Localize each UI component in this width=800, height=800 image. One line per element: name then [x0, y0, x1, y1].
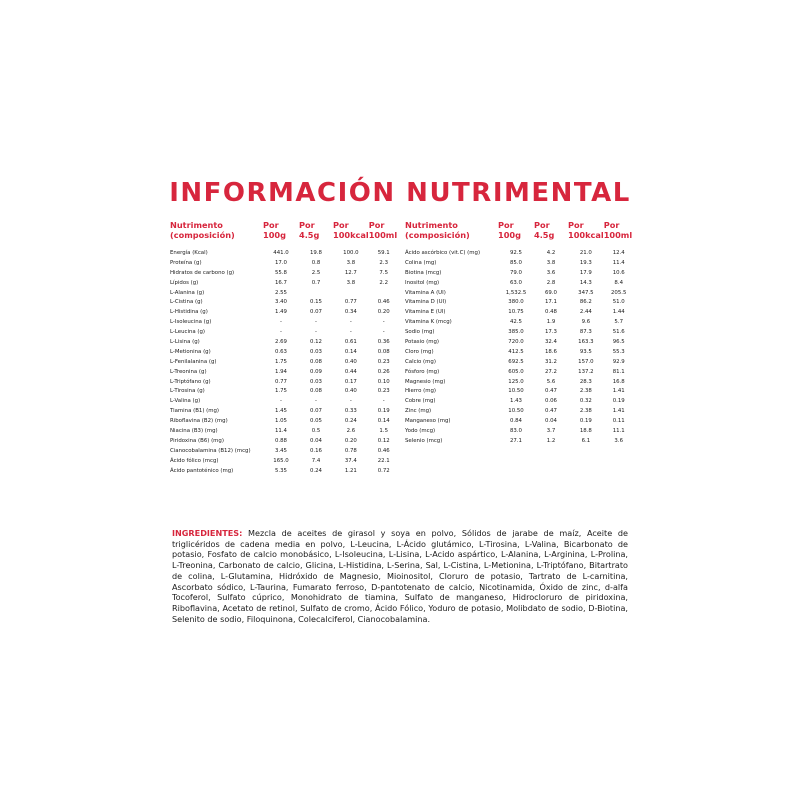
nutrient-value-cell: 0.07 — [309, 408, 322, 415]
table-row — [170, 377, 399, 387]
table-row — [405, 278, 634, 288]
nutrient-value-cell: 79.0 — [509, 269, 522, 276]
nutrient-value-cell: 11.1 — [612, 427, 625, 434]
nutrient-value-cell: 12.4 — [612, 249, 625, 256]
nutrient-name-cell: L-Tirosina (g) — [170, 388, 205, 395]
nutrient-value-cell: 2.69 — [274, 338, 287, 345]
nutrient-value-cell — [369, 288, 399, 298]
nutrient-value-cell: 3.45 — [274, 447, 287, 454]
header-per-100kcal: Por 100kcal — [333, 220, 369, 240]
nutrient-name-cell: Hierro (mg) — [405, 388, 436, 395]
nutrient-name-cell: Ácido fólico (mcg) — [170, 457, 219, 464]
nutrient-value-cell: 2.3 — [379, 259, 388, 266]
nutrient-value-cell: 720.0 — [508, 338, 524, 345]
header-per-100g: Por 100g — [263, 220, 286, 240]
nutrient-value-cell: 0.32 — [579, 398, 592, 405]
nutrient-name-cell: L-Isoleucina (g) — [170, 319, 212, 326]
nutrient-value-cell: 0.84 — [509, 418, 522, 425]
nutrient-value-cell: 18.8 — [579, 427, 592, 434]
nutrient-value-cell: 2.8 — [546, 279, 556, 286]
nutrient-value-cell: 37.4 — [344, 457, 357, 464]
nutrient-value-cell: 385.0 — [508, 329, 524, 336]
nutrient-value-cell: 0.12 — [309, 338, 322, 345]
nutrient-name-cell: Vitamina K (mcg) — [405, 319, 452, 326]
nutrient-value-cell: 3.8 — [346, 259, 356, 266]
nutrient-value-cell: 85.0 — [509, 259, 522, 266]
nutrient-value-cell: 59.1 — [377, 249, 390, 256]
header-nutrient: Nutrimento (composición) — [170, 220, 235, 240]
nutrient-value-cell: 2.6 — [346, 427, 356, 434]
nutrient-value-cell: - — [382, 319, 385, 326]
nutrient-value-cell: 0.8 — [311, 259, 321, 266]
nutrient-value-cell: 1.41 — [612, 408, 625, 415]
table-row — [405, 317, 634, 327]
nutrient-value-cell: 0.40 — [344, 358, 357, 365]
header-per-100ml: Por 100ml — [368, 220, 398, 240]
nutrient-value-cell: 0.15 — [309, 299, 322, 306]
nutrient-value-cell: 3.6 — [546, 269, 556, 276]
table-row — [170, 258, 399, 268]
nutrient-value-cell: 19.8 — [309, 249, 322, 256]
nutrient-value-cell: 0.24 — [309, 467, 322, 474]
nutrient-value-cell: 4.2 — [546, 249, 556, 256]
nutrient-name-cell: Potasio (mg) — [405, 338, 439, 345]
nutrient-value-cell: 0.20 — [377, 309, 390, 316]
nutrient-value-cell: - — [280, 319, 282, 326]
table-row — [405, 347, 634, 357]
nutrition-table-left — [170, 220, 399, 475]
header-per-4-5g: Por 4.5g — [299, 220, 320, 240]
table-row — [405, 297, 634, 307]
nutrition-table-right — [405, 220, 634, 446]
nutrient-value-cell: 0.23 — [377, 388, 390, 395]
nutrient-name-cell: Ácido ascórbico (vit.C) (mg) — [405, 249, 481, 256]
nutrient-value-cell: 0.77 — [274, 378, 287, 385]
nutrient-value-cell: 0.5 — [311, 427, 321, 434]
nutrient-value-cell: 18.6 — [544, 348, 557, 355]
table-row — [170, 268, 399, 278]
nutrient-value-cell: 16.7 — [274, 279, 287, 286]
nutrient-value-cell: 0.63 — [274, 348, 287, 355]
table-row — [405, 416, 634, 426]
table-row — [170, 297, 399, 307]
nutrient-value-cell: 27.1 — [509, 437, 522, 444]
nutrient-name-cell: Energía (Kcal) — [170, 249, 208, 256]
nutrient-value-cell: 1.9 — [546, 319, 556, 326]
nutrient-value-cell: 0.19 — [612, 398, 625, 405]
nutrient-name-cell: Sodio (mg) — [405, 329, 435, 336]
nutrient-value-cell: 441.0 — [273, 249, 289, 256]
nutrient-value-cell: 0.11 — [612, 418, 625, 425]
nutrient-value-cell: 19.3 — [579, 259, 592, 266]
nutrient-value-cell: 1,532.5 — [505, 289, 527, 296]
nutrient-name-cell: L-Valina (g) — [170, 398, 201, 405]
nutrient-value-cell: 0.04 — [309, 437, 322, 444]
table-row — [405, 436, 634, 446]
table-header-row — [170, 220, 399, 248]
nutrient-name-cell: Vitamina E (UI) — [405, 309, 446, 316]
header-per-100g: Por 100g — [498, 220, 521, 240]
table-row — [170, 327, 399, 337]
table-row — [405, 327, 634, 337]
nutrient-value-cell: 51.0 — [612, 299, 625, 306]
nutrient-value-cell: 0.07 — [309, 309, 322, 316]
nutrient-value-cell: 27.2 — [544, 368, 557, 375]
table-row — [170, 446, 399, 456]
nutrient-value-cell: 96.5 — [612, 338, 625, 345]
nutrient-value-cell: 347.5 — [578, 289, 594, 296]
nutrient-value-cell: 0.72 — [377, 467, 390, 474]
nutrient-name-cell: Selenio (mcg) — [405, 437, 443, 444]
nutrient-value-cell: 0.88 — [274, 437, 287, 444]
table-row — [405, 337, 634, 347]
nutrient-value-cell: 2.55 — [274, 289, 287, 296]
nutrient-value-cell: 1.94 — [274, 368, 287, 375]
table-row — [170, 347, 399, 357]
nutrient-value-cell: 31.2 — [544, 358, 557, 365]
nutrient-value-cell: 157.0 — [578, 358, 594, 365]
nutrient-value-cell: 51.6 — [612, 329, 625, 336]
nutrient-value-cell: 0.05 — [309, 418, 322, 425]
table-row — [170, 357, 399, 367]
nutrient-value-cell: 10.50 — [508, 408, 524, 415]
table-row — [170, 386, 399, 396]
nutrient-value-cell: 1.44 — [612, 309, 625, 316]
nutrient-value-cell: 0.47 — [544, 388, 557, 395]
nutrient-name-cell: Cloro (mg) — [405, 348, 434, 355]
nutrient-value-cell: - — [382, 329, 385, 336]
table-row — [405, 386, 634, 396]
nutrient-value-cell: 0.14 — [344, 348, 357, 355]
nutrient-value-cell: 81.1 — [612, 368, 625, 375]
nutrient-value-cell: - — [280, 398, 282, 405]
table-body-right — [405, 248, 634, 446]
nutrient-name-cell: L-Treonina (g) — [170, 368, 207, 375]
nutrient-value-cell: 1.05 — [274, 418, 287, 425]
nutrient-value-cell: 0.04 — [544, 418, 557, 425]
nutrient-value-cell: 205.5 — [611, 289, 627, 296]
table-row — [405, 426, 634, 436]
nutrient-value-cell: 1.2 — [546, 437, 556, 444]
nutrient-name-cell: Calcio (mg) — [405, 358, 436, 365]
nutrient-name-cell: L-Histidina (g) — [170, 309, 208, 316]
nutrient-value-cell: 1.41 — [612, 388, 625, 395]
nutrient-value-cell: 12.7 — [344, 269, 357, 276]
nutrient-value-cell: - — [280, 329, 282, 336]
table-row — [170, 248, 399, 258]
nutrient-value-cell: 1.75 — [274, 358, 287, 365]
nutrient-value-cell — [333, 288, 369, 298]
nutrient-value-cell: 5.6 — [546, 378, 556, 385]
nutrient-value-cell: 0.10 — [377, 378, 390, 385]
nutrient-value-cell: 0.77 — [344, 299, 357, 306]
nutrient-name-cell: L-Alanina (g) — [170, 289, 205, 296]
header-per-100kcal: Por 100kcal — [568, 220, 604, 240]
nutrient-name-cell: L-Metionina (g) — [170, 348, 211, 355]
nutrient-name-cell: Vitamina D (UI) — [405, 299, 447, 306]
nutrient-value-cell: 0.47 — [544, 408, 557, 415]
table-row — [170, 288, 399, 298]
nutrient-value-cell: 93.5 — [579, 348, 592, 355]
nutrient-value-cell: 10.50 — [508, 388, 524, 395]
table-row — [170, 416, 399, 426]
nutrient-value-cell: 0.19 — [377, 408, 390, 415]
nutrient-value-cell: 1.5 — [379, 427, 388, 434]
nutrient-value-cell: 63.0 — [509, 279, 522, 286]
nutrient-value-cell: 137.2 — [578, 368, 594, 375]
nutrient-value-cell: 2.2 — [379, 279, 388, 286]
nutrient-value-cell: 0.44 — [344, 368, 357, 375]
nutrient-value-cell: 605.0 — [508, 368, 524, 375]
nutrient-name-cell: Lípidos (g) — [170, 279, 199, 286]
table-row — [170, 337, 399, 347]
nutrient-value-cell: 2.44 — [579, 309, 592, 316]
nutrient-value-cell — [299, 288, 333, 298]
nutrient-value-cell: - — [349, 398, 352, 405]
table-row — [405, 367, 634, 377]
nutrient-name-cell: Cobre (mg) — [405, 398, 436, 405]
nutrient-value-cell: 14.3 — [579, 279, 592, 286]
nutrient-value-cell: 92.5 — [509, 249, 522, 256]
table-row — [405, 307, 634, 317]
nutrient-name-cell: Proteína (g) — [170, 259, 202, 266]
nutrient-value-cell: 1.43 — [509, 398, 522, 405]
nutrient-value-cell: 6.1 — [581, 437, 591, 444]
table-row — [170, 307, 399, 317]
table-row — [405, 396, 634, 406]
nutrient-value-cell: 0.34 — [344, 309, 357, 316]
nutrient-value-cell: 17.1 — [544, 299, 557, 306]
table-row — [170, 367, 399, 377]
nutrient-name-cell: Niacina (B3) (mg) — [170, 427, 218, 434]
nutrient-value-cell: 11.4 — [274, 427, 287, 434]
table-row — [170, 406, 399, 416]
nutrient-value-cell: 0.78 — [344, 447, 357, 454]
nutrient-value-cell: 0.03 — [309, 378, 322, 385]
table-row — [405, 357, 634, 367]
nutrient-name-cell: Ácido pantoténico (mg) — [170, 467, 234, 474]
nutrient-value-cell: 3.7 — [546, 427, 556, 434]
nutrient-value-cell: 0.16 — [309, 447, 322, 454]
nutrient-value-cell: 0.23 — [377, 358, 390, 365]
table-row — [170, 396, 399, 406]
ingredients-label: INGREDIENTES: — [172, 528, 243, 538]
nutrient-value-cell: 1.21 — [344, 467, 357, 474]
nutrient-value-cell: 2.38 — [579, 408, 592, 415]
nutrient-value-cell: 5.7 — [614, 319, 623, 326]
nutrient-value-cell: 0.08 — [377, 348, 390, 355]
nutrient-value-cell: 17.9 — [579, 269, 592, 276]
nutrient-value-cell: 55.8 — [274, 269, 287, 276]
nutrient-value-cell: 86.2 — [579, 299, 592, 306]
nutrient-value-cell: 0.12 — [377, 437, 390, 444]
nutrient-value-cell: 1.45 — [274, 408, 287, 415]
nutrient-value-cell: 55.3 — [612, 348, 625, 355]
nutrient-name-cell: Hidratos de carbono (g) — [170, 269, 235, 276]
nutrient-name-cell: L-Triptófano (g) — [170, 378, 211, 385]
nutrient-value-cell: 22.1 — [377, 457, 390, 464]
nutrient-value-cell: 412.5 — [508, 348, 524, 355]
nutrient-value-cell: 16.8 — [612, 378, 625, 385]
nutrient-value-cell: 0.20 — [344, 437, 357, 444]
table-row — [170, 436, 399, 446]
nutrient-value-cell: 0.24 — [344, 418, 357, 425]
nutrient-value-cell: 83.0 — [509, 427, 522, 434]
nutrient-value-cell: - — [349, 319, 352, 326]
ingredients-text: Mezcla de aceites de girasol y soya en polvo, Sólidos de jarabe de maíz, Aceite de triglicéridos de cadena media en polvo, L-Leucina, L-Ácido glutámico, L-Tirosina, L-Valina, Bicarbonato de potasio, Fosfato de calcio monobásico, L-Isoleucina, L-Lisina, L-Acido aspártico, L-Alanina, L-Arginina, L-Prolina, L-Treonina, Carbonato de calcio, Glicina, L-Histidina, L-Serina, Sal, L-Cistina, L-Metionina, L-Triptófano, Bitartrato de colina, L-Glutamina, Hidróxido de Magnesio, Mioinositol, Cloruro de potasio, Tartrato de L-carnitina, Ascorbato sódico, L-Taurina, Fumarato ferroso, D-pantotenato de calcio, Nicotinamida, Óxido de zinc, d-alfa Tocoferol, Sulfato cúprico, Monohidrato de tiamina, Sulfato de manganeso, Hidrocloruro de piridoxina, Riboflavina, Acetato de retinol, Sulfato de cromo, Ácido Fólico, Yoduro de potasio, Molibdato de sodio, D-Biotina, Selenito de sodio, Filoquinona, Colecalciferol, Cianocobalamina. — [172, 528, 628, 624]
nutrient-value-cell: 42.5 — [509, 319, 522, 326]
nutrient-name-cell: Vitamina A (UI) — [405, 289, 446, 296]
nutrient-name-cell: Yodo (mcg) — [405, 427, 436, 434]
nutrient-value-cell: 2.5 — [311, 269, 321, 276]
nutrient-value-cell: 125.0 — [508, 378, 524, 385]
nutrient-value-cell: 0.03 — [309, 348, 322, 355]
nutrient-name-cell: Magnesio (mg) — [405, 378, 446, 385]
header-per-4-5g: Por 4.5g — [534, 220, 555, 240]
nutrient-name-cell: Cianocobalamina (B12) (mcg) — [170, 447, 251, 454]
nutrient-name-cell: Tiamina (B1) (mg) — [170, 408, 220, 415]
nutrient-value-cell: 0.46 — [377, 299, 390, 306]
table-row — [170, 317, 399, 327]
nutrient-value-cell: 0.48 — [544, 309, 557, 316]
header-nutrient: Nutrimento (composición) — [405, 220, 470, 240]
table-row — [405, 288, 634, 298]
nutrient-value-cell: 0.46 — [377, 447, 390, 454]
table-header-row — [405, 220, 634, 248]
nutrient-value-cell: 7.4 — [311, 457, 321, 464]
table-row — [405, 258, 634, 268]
table-row — [170, 426, 399, 436]
nutrient-value-cell: 0.06 — [544, 398, 557, 405]
nutrient-value-cell: 3.40 — [274, 299, 287, 306]
page-title: INFORMACIÓN NUTRIMENTAL — [169, 178, 631, 208]
nutrient-value-cell: 0.08 — [309, 358, 322, 365]
nutrient-value-cell: 3.8 — [346, 279, 356, 286]
table-row — [170, 456, 399, 466]
nutrient-value-cell: 0.40 — [344, 388, 357, 395]
nutrient-value-cell: 165.0 — [273, 457, 289, 464]
nutrient-value-cell: 21.0 — [579, 249, 592, 256]
nutrient-value-cell: 0.17 — [344, 378, 357, 385]
table-row — [170, 466, 399, 476]
nutrient-name-cell: L-Cistina (g) — [170, 299, 203, 306]
nutrient-value-cell: 17.3 — [544, 329, 557, 336]
nutrient-value-cell: 0.26 — [377, 368, 390, 375]
nutrient-value-cell: 32.4 — [544, 338, 557, 345]
nutrient-name-cell: Piridoxina (B6) (mg) — [170, 437, 224, 444]
nutrient-value-cell: 7.5 — [379, 269, 388, 276]
nutrient-value-cell: 100.0 — [343, 249, 359, 256]
nutrient-name-cell: Inositol (mg) — [405, 279, 440, 286]
nutrient-value-cell: 0.08 — [309, 388, 322, 395]
nutrient-value-cell: 1.75 — [274, 388, 287, 395]
nutrient-name-cell: Colina (mg) — [405, 259, 437, 266]
nutrient-value-cell: 0.14 — [377, 418, 390, 425]
nutrient-value-cell: 69.0 — [544, 289, 557, 296]
nutrient-value-cell: 9.6 — [581, 319, 591, 326]
nutrient-value-cell: 11.4 — [612, 259, 625, 266]
nutrient-value-cell: 1.49 — [274, 309, 287, 316]
nutrient-name-cell: Riboflavina (B2) (mg) — [170, 418, 228, 425]
nutrient-value-cell: - — [382, 398, 385, 405]
table-row — [405, 248, 634, 258]
nutrient-value-cell: 380.0 — [508, 299, 524, 306]
nutrient-value-cell: 28.3 — [579, 378, 592, 385]
table-body-left — [170, 248, 399, 475]
nutrient-value-cell: - — [315, 319, 317, 326]
nutrient-value-cell: 10.75 — [508, 309, 524, 316]
nutrient-value-cell: 10.6 — [612, 269, 625, 276]
nutrient-value-cell: 3.6 — [614, 437, 623, 444]
table-row — [405, 377, 634, 387]
nutrient-name-cell: Manganeso (mg) — [405, 418, 451, 425]
header-per-100ml: Por 100ml — [603, 220, 633, 240]
nutrient-value-cell: - — [315, 329, 317, 336]
nutrient-name-cell: L-Leucina (g) — [170, 329, 206, 336]
table-row — [170, 278, 399, 288]
nutrient-value-cell: 2.38 — [579, 388, 592, 395]
nutrient-value-cell: 0.36 — [377, 338, 390, 345]
nutrient-value-cell: 0.19 — [579, 418, 592, 425]
nutrient-value-cell: 163.3 — [578, 338, 594, 345]
nutrient-value-cell: 8.4 — [614, 279, 623, 286]
nutrient-name-cell: Zinc (mg) — [405, 408, 432, 415]
nutrient-value-cell: 92.9 — [612, 358, 625, 365]
nutrient-value-cell: - — [315, 398, 317, 405]
nutrient-value-cell: 0.61 — [344, 338, 357, 345]
nutrient-value-cell: - — [349, 329, 352, 336]
table-row — [405, 268, 634, 278]
nutrient-value-cell: 5.35 — [274, 467, 287, 474]
nutrient-name-cell: L-Fenilalanina (g) — [170, 358, 217, 365]
nutrient-value-cell: 0.7 — [311, 279, 321, 286]
nutrient-value-cell: 0.09 — [309, 368, 322, 375]
nutrient-value-cell: 0.33 — [344, 408, 357, 415]
nutrient-value-cell: 3.8 — [546, 259, 556, 266]
table-row — [405, 406, 634, 416]
nutrient-value-cell: 692.5 — [508, 358, 524, 365]
nutrient-name-cell: Biotina (mcg) — [405, 269, 442, 276]
nutrient-name-cell: Fósforo (mg) — [405, 368, 440, 375]
nutrient-value-cell: 17.0 — [274, 259, 287, 266]
nutrient-value-cell: 87.3 — [579, 329, 592, 336]
ingredients-paragraph — [172, 528, 628, 624]
nutrient-name-cell: L-Lisina (g) — [170, 338, 200, 345]
